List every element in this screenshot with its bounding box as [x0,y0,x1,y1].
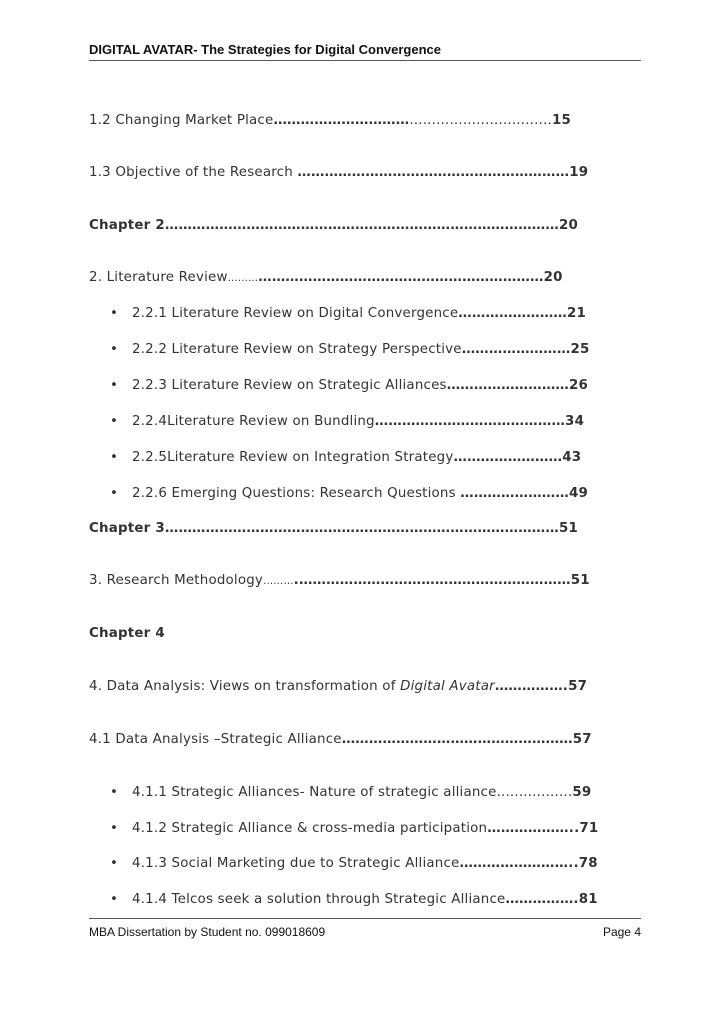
bullet-icon: • [110,342,119,357]
toc-leader: ……………. [494,679,569,694]
toc-title: 1.2 Changing Market Place [89,113,274,128]
bullet-icon: • [110,414,119,429]
toc-leader: .…………………………………………………… [293,573,571,588]
toc-title: 2.2.1 Literature Review on Digital Convergence [132,306,459,321]
toc-title: 2.2.4Literature Review on Bundling [132,414,375,429]
bullet-icon: • [110,785,119,800]
toc-entry-2-2-5 [110,450,635,465]
toc-leader: …………………… [461,342,571,357]
toc-title: 2.2.6 Emerging Questions: Research Questions [132,486,461,501]
toc-leader: …………………… [460,486,569,501]
toc-title: 2.2.2 Literature Review on Strategy Perspective [132,342,462,357]
bullet-icon: • [110,306,119,321]
bullet-icon: • [110,450,119,465]
toc-page: 51 [570,573,590,588]
toc-entry-1-3 [89,165,635,180]
toc-title: Chapter 4 [89,626,165,641]
toc-leader: …………………………………………………………………………… [164,521,559,536]
toc-title: 3. Research Methodology [89,573,264,588]
toc-leader: ................. [496,785,573,800]
toc-page: 57 [568,679,588,694]
toc-entry-chapter-3 [89,521,635,536]
toc-title-italic: Digital Avatar [400,679,495,694]
toc-page: 19 [569,165,589,180]
page-footer [89,918,641,939]
toc-leader: ................................ [409,113,552,128]
toc-page: 71 [579,821,599,836]
toc-entry-1-2 [89,113,635,128]
toc-page: 34 [565,414,585,429]
toc-page: 57 [572,732,592,747]
toc-entry-4-1-4 [110,892,635,907]
toc-title: 4.1.1 Strategic Alliances- Nature of strategic alliance [132,785,497,800]
toc-title: Chapter 2 [89,218,165,233]
page-header [89,42,641,61]
toc-leader: …………………………………………… [341,732,573,747]
bullet-icon: • [110,856,119,871]
toc-entry-chapter-2 [89,218,635,233]
toc-leader: …………………… [458,306,568,321]
page-number: Page 4 [602,925,641,939]
toc-leader: ……… [263,576,294,587]
bullet-icon: • [110,486,119,501]
toc-title: 1.3 Objective of the Research [89,165,298,180]
toc-page: 51 [559,521,579,536]
toc-title: 4. Data Analysis: Views on transformation of [89,679,401,694]
toc-page: 15 [551,113,571,128]
toc-entry-4 [89,679,635,694]
toc-entry-4-1-1 [110,785,635,800]
toc-title: 4.1.3 Social Marketing due to Strategic Alliance [132,856,460,871]
toc-page: 20 [543,270,563,285]
toc-page: 25 [570,342,590,357]
toc-leader: …………………………………………………… [297,165,570,180]
toc-leader: …………………… [453,450,563,465]
toc-page: 59 [572,785,592,800]
toc-entry-4-1-2 [110,821,635,836]
toc-entry-2-2-1 [110,306,635,321]
toc-leader: ……………. [505,892,579,907]
toc-page: 20 [559,218,579,233]
toc-page: 21 [567,306,587,321]
toc-entry-2-2-3 [110,378,635,393]
bullet-icon: • [110,378,119,393]
toc-entry-2-2-4 [110,414,635,429]
toc-leader: …………………………………………………………………………… [164,218,559,233]
toc-title: 4.1 Data Analysis –Strategic Alliance [89,732,342,747]
toc-entry-4-1-3 [110,856,635,871]
toc-leader: ………………………… [273,113,410,128]
toc-page: 26 [569,378,589,393]
toc-entry-3 [89,573,635,588]
toc-page: 43 [562,450,582,465]
toc-title: Chapter 3 [89,521,165,536]
toc-page: 49 [568,486,589,501]
toc-leader: ……………………………………………………… [258,270,544,285]
toc-title: 4.1.2 Strategic Alliance & cross-media participation [132,821,488,836]
bullet-icon: • [110,892,119,907]
toc-entry-2 [89,270,635,285]
toc-title: 2.2.3 Literature Review on Strategic Alliances [132,378,447,393]
toc-leader: ……… [227,273,259,284]
toc-entry-4-1 [89,732,635,747]
toc-leader: …………………………………… [374,414,566,429]
toc-leader: ……………….. [487,821,580,836]
toc-page: 78 [578,856,598,871]
header-title: DIGITAL AVATAR- The Strategies for Digital Convergence [89,42,442,57]
toc-title: 2.2.5Literature Review on Integration Strategy [132,450,454,465]
bullet-icon: • [110,821,119,836]
toc-title: 2. Literature Review [89,270,228,285]
toc-entry-2-2-6 [110,486,635,501]
toc-leader: ……………………… [446,378,570,393]
toc-entry-chapter-4 [89,626,635,641]
footer-left: MBA Dissertation by Student no. 099018609 [89,925,326,939]
toc-page: 81 [578,892,598,907]
toc-entry-2-2-2 [110,342,635,357]
toc-title: 4.1.4 Telcos seek a solution through Strategic Alliance [132,892,506,907]
toc-leader: …………………….. [459,856,579,871]
